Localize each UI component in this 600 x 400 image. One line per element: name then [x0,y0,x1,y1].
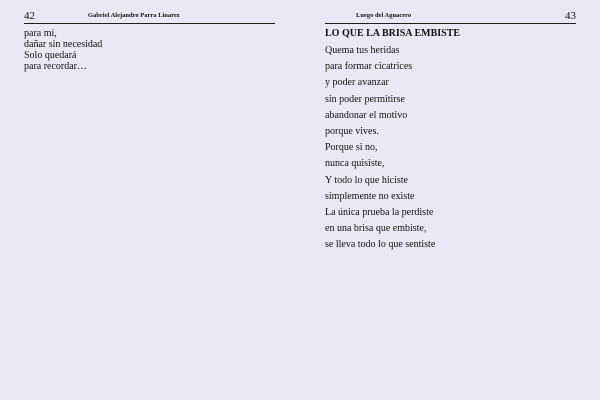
poem-line: Quema tus heridas [325,45,400,56]
text-line: para mí, [24,28,57,39]
poem-line: porque vives. [325,126,379,138]
poem-line: Y todo lo que hiciste [325,174,408,186]
right-page [300,0,600,400]
poem-line: en una brisa que embiste, [325,223,427,235]
left-page-header [24,9,275,24]
poem-line: simplemente no existe [325,190,415,202]
poem-line: se lleva todo lo que sentiste [325,239,436,251]
right-page-header [325,9,576,24]
text-line: dañar sin necesidad [24,39,103,50]
left-running-head: Gabriel Alejandro Parra Linarez [88,12,180,19]
left-page-text [24,28,102,72]
poem-line: para formar cicatrices [325,61,413,73]
poem-title: LO QUE LA BRISA EMBISTE [325,28,461,39]
poem-line: sin poder permitirse [325,93,405,105]
right-page-number: 43 [565,10,576,22]
poem-line: abandonar el motivo [325,109,408,121]
poem-line: nunca quisiste, [325,158,385,170]
poem-line: y poder avanzar [325,77,389,89]
right-running-head: Luego del Aguacero [356,12,412,19]
poem-line: La única prueba la perdiste [325,207,434,219]
left-page-number: 42 [24,10,35,22]
poem [325,27,460,254]
text-line: para recordar… [24,61,88,72]
poem-line: Porque si no, [325,142,378,154]
text-line: Solo quedará [24,50,77,61]
